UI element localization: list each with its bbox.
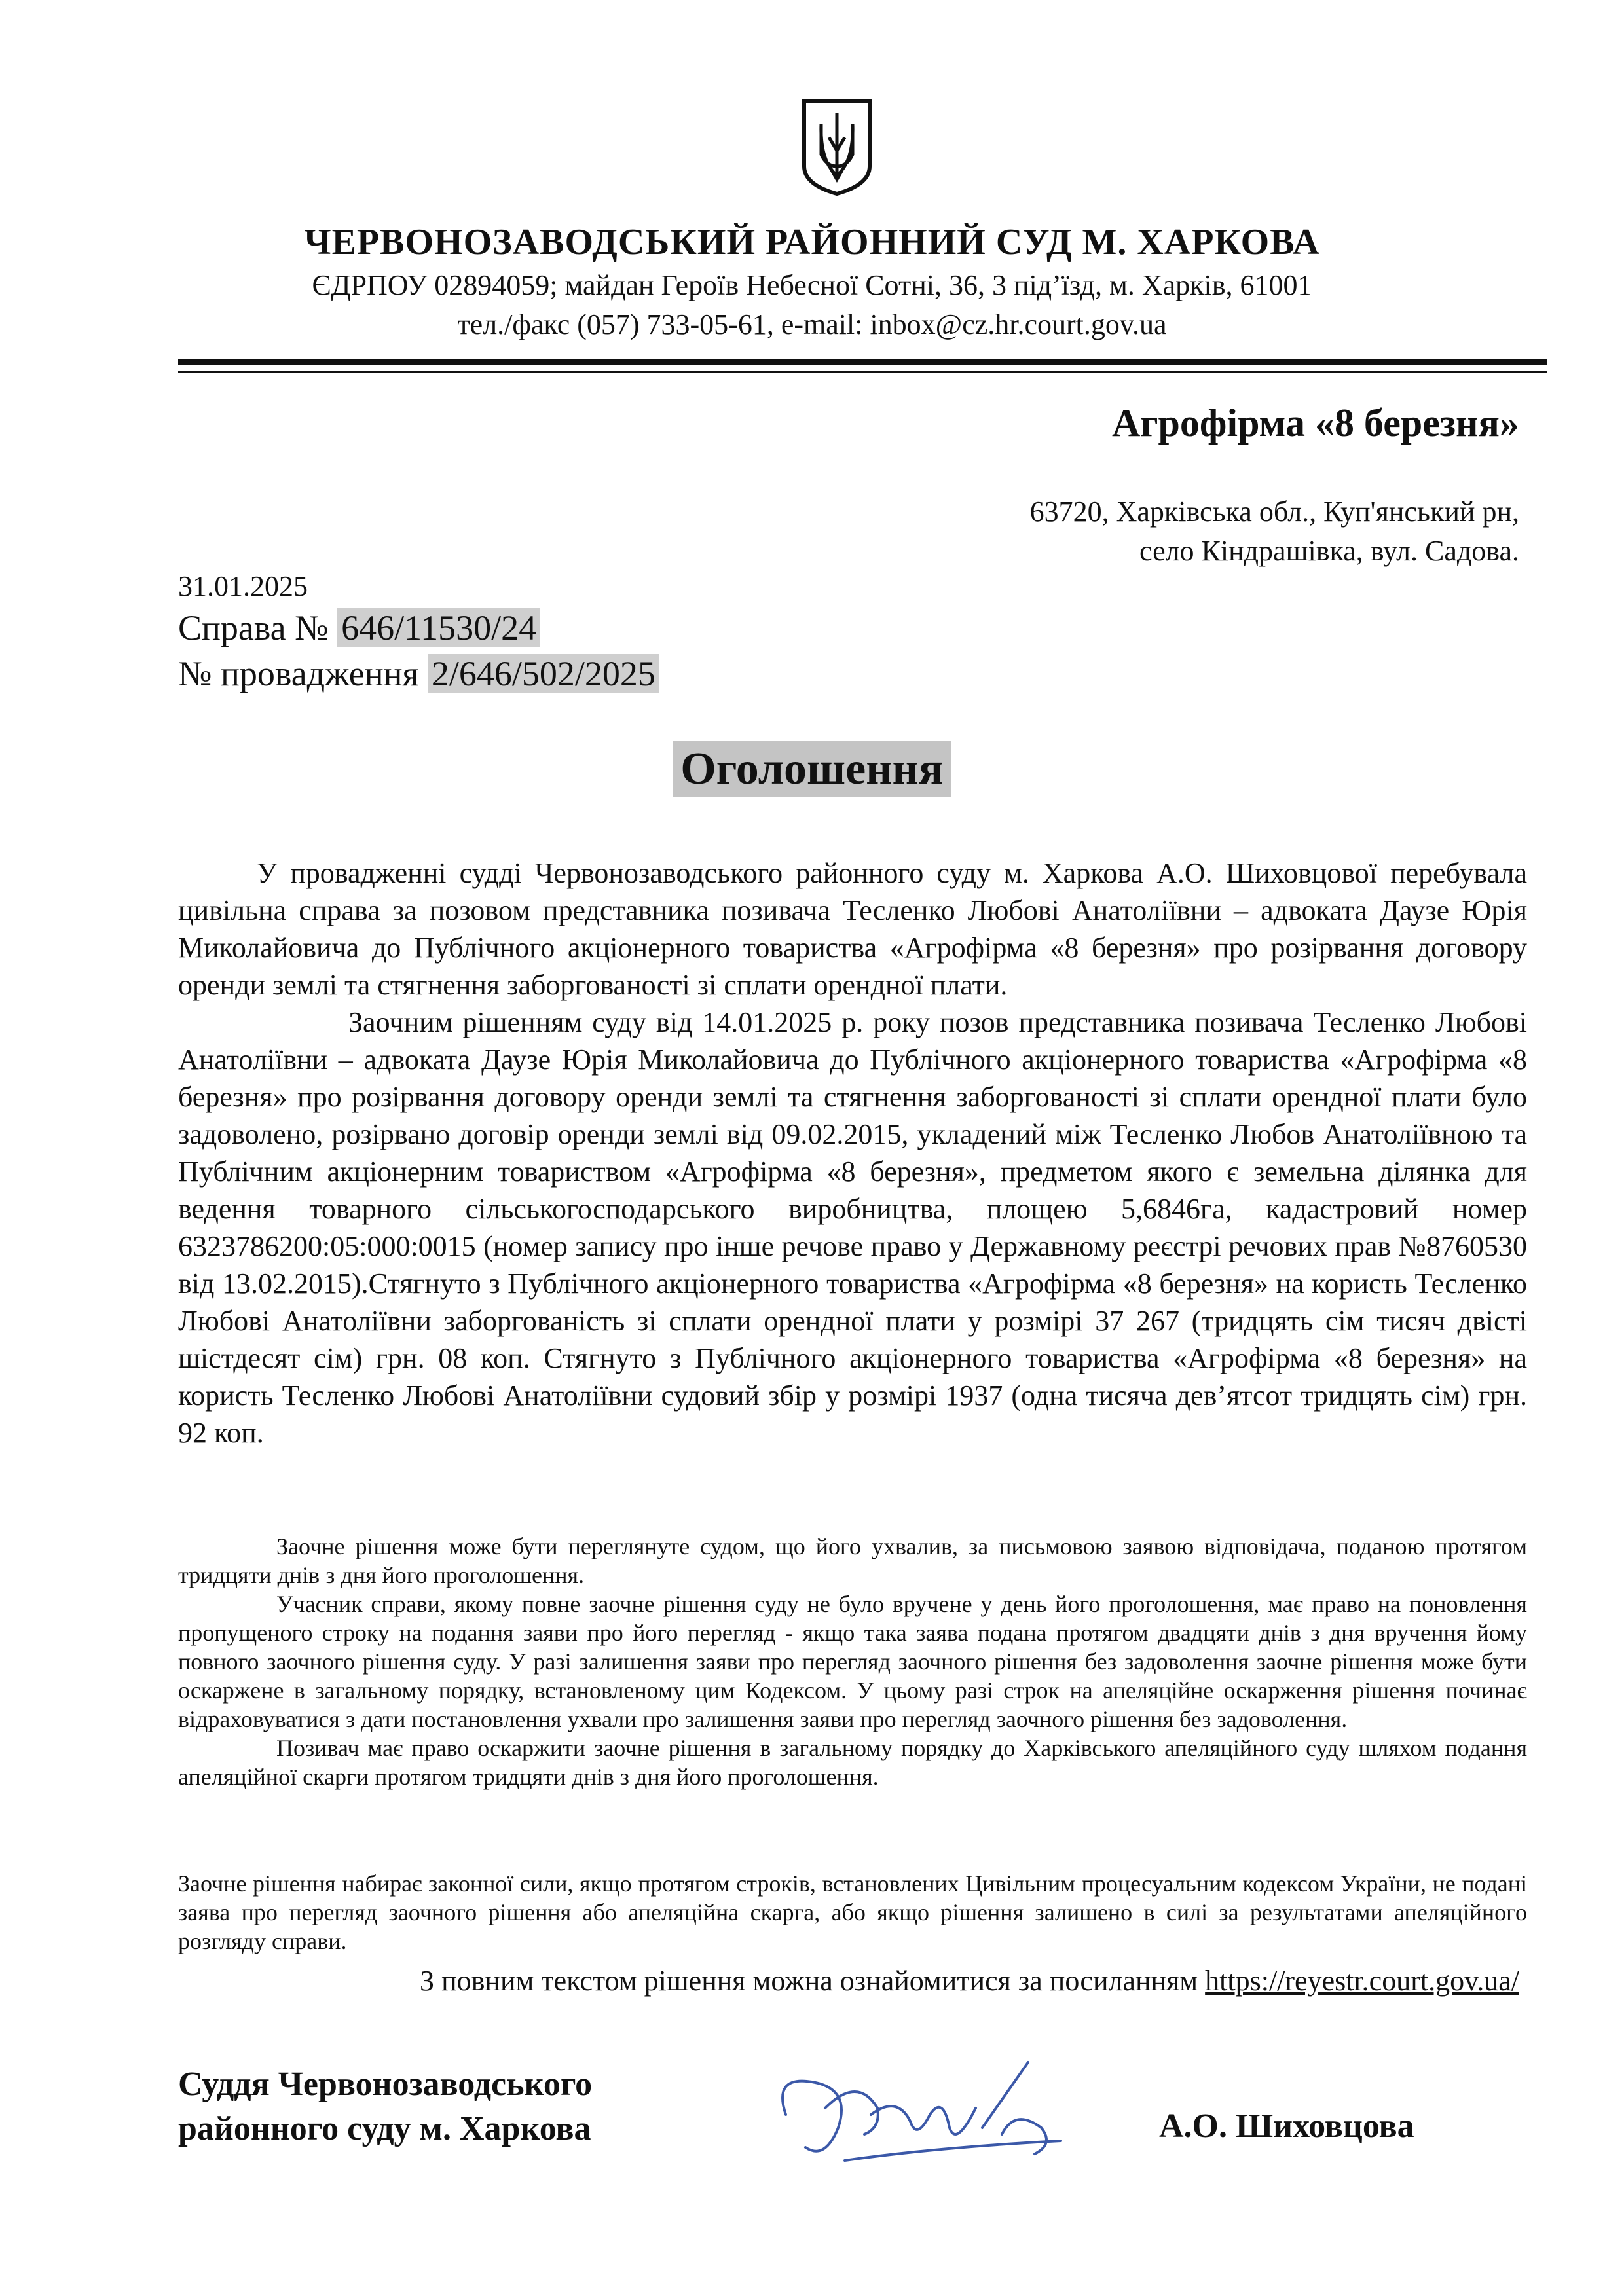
court-address: ЄДРПОУ 02894059; майдан Героїв Небесної Сотні, 36, 3 під’їзд, м. Харків, 61001 (312, 269, 1312, 301)
case-number-line (178, 608, 540, 648)
paragraph-participant-right: Учасник справи, якому повне заочне рішення суду не було вручене у день його проголошення, має право на поновлення пропущеного строку на подання заяви про його перегляд - якщо така заява подана протягом двадцяти днів з дня вручення йому повного заочного рішення суду. У разі залишення заяви про перегляд заочного рішення без задоволення заочне рішення може бути оскаржене в загальному порядку, встановленому цим Кодексом. У цьому разі строк на апеляційне оскарження рішення починає відраховуватися з дати постановлення ухвали про залишення заяви про перегляд заочного рішення без задоволення. (178, 1591, 1527, 1732)
case-number: 646/11530/24 (337, 608, 540, 647)
notice-title (0, 743, 1624, 795)
addressee-address-line2: село Кіндрашівка, вул. Садова. (1139, 535, 1519, 567)
document-date: 31.01.2025 (178, 570, 308, 602)
registry-link[interactable]: https://reyestr.court.gov.ua/ (1205, 1965, 1519, 1997)
judge-name: А.О. Шиховцова (1159, 2107, 1414, 2145)
handwritten-signature (766, 2036, 1094, 2193)
case-label: Справа № (178, 608, 329, 647)
full-text-label: З повним текстом рішення можна ознайомитися за посиланням (420, 1965, 1198, 1997)
full-text-reference (420, 1964, 1519, 1997)
judge-title-line1: Суддя Червонозаводського (178, 2066, 593, 2103)
notice-title-text: Оголошення (673, 741, 951, 797)
notice-body-effect (178, 1869, 1527, 1956)
notice-body-main (178, 854, 1527, 1451)
addressee-name: Агрофірма «8 березня» (1111, 401, 1519, 445)
paragraph-review-right: Заочне рішення може бути переглянуте судом, що його ухвалив, за письмовою заявою відповідача, поданою протягом тридцяти днів з дня його проголошення. (178, 1533, 1527, 1588)
court-name: ЧЕРВОНОЗАВОДСЬКИЙ РАЙОННИЙ СУД М. ХАРКОВА (304, 222, 1320, 263)
judge-title (178, 2062, 592, 2151)
paragraph-legal-force: Заочне рішення набирає законної сили, якщо протягом строків, встановлених Цивільним процесуальним кодексом України, не подані заява про перегляд заочного рішення або апеляційна скарга, або якщо рішення залишено в силі за результатами апеляційного розгляду справи. (178, 1870, 1527, 1954)
notice-body-rights (178, 1532, 1527, 1791)
addressee-address (1030, 492, 1519, 571)
proceeding-number: 2/646/502/2025 (428, 654, 659, 693)
paragraph-decision: Заочним рішенням суду від 14.01.2025 р. року позов представника позивача Тесленко Любові Анатоліївни – адвоката Даузе Юрія Миколайовича до Публічного акціонерного товариства «Агрофірма «8 березня» про розірвання договору оренди землі та стягнення заборгованості зі сплати орендної плати було задоволено, розірвано договір оренди землі від 09.02.2015, укладений між Тесленко Любов Анатоліївною та Публічним акціонерним товариством «Агрофірма «8 березня», предметом якого є земельна ділянка для ведення товарного сільськогосподарського виробництва, площею 5,6846га, кадастровий номер 6323786200:05:000:0015 (номер запису про інше речове право у Державному реєстрі речових прав №8760530 від 13.02.2015).Стягнуто з Публічного акціонерного товариства «Агрофірма «8 березня» на користь Тесленко Любові Анатоліївни заборгованість зі сплати орендної плати у розмірі 37 267 (тридцять сім тисяч двісті шістдесят сім) грн. 08 коп. Стягнуто з Публічного акціонерного товариства «Агрофірма «8 березня» на користь Тесленко Любові Анатоліївни судовий збір у розмірі 1937 (одна тисяча дев’ятсот тридцять сім) грн. 92 коп. (178, 1006, 1527, 1449)
proceeding-number-line (178, 653, 659, 694)
coat-of-arms-icon (802, 98, 872, 196)
proceeding-label: № провадження (178, 654, 419, 693)
court-contacts: тел./факс (057) 733-05-61, e-mail: inbox@cz.hr.court.gov.ua (457, 308, 1167, 340)
paragraph-appeal-right: Позивач має право оскаржити заочне рішення в загальному порядку до Харківського апеляційного суду шляхом подання апеляційної скарги протягом тридцяти днів з дня його проголошення. (178, 1735, 1527, 1790)
header-divider-thick (178, 359, 1547, 365)
header-divider-thin (178, 371, 1547, 373)
addressee-address-line1: 63720, Харківська обл., Куп'янський рн, (1029, 496, 1519, 528)
judge-title-line2: районного суду м. Харкова (178, 2110, 591, 2147)
paragraph-proceeding: У провадженні судді Червонозаводського районного суду м. Харкова А.О. Шиховцової перебувала цивільна справа за позовом представника позивача Тесленко Любові Анатоліївни – адвоката Даузе Юрія Миколайовича до Публічного акціонерного товариства «Агрофірма «8 березня» про розірвання договору оренди землі та стягнення заборгованості зі сплати орендної плати. (178, 857, 1527, 1001)
